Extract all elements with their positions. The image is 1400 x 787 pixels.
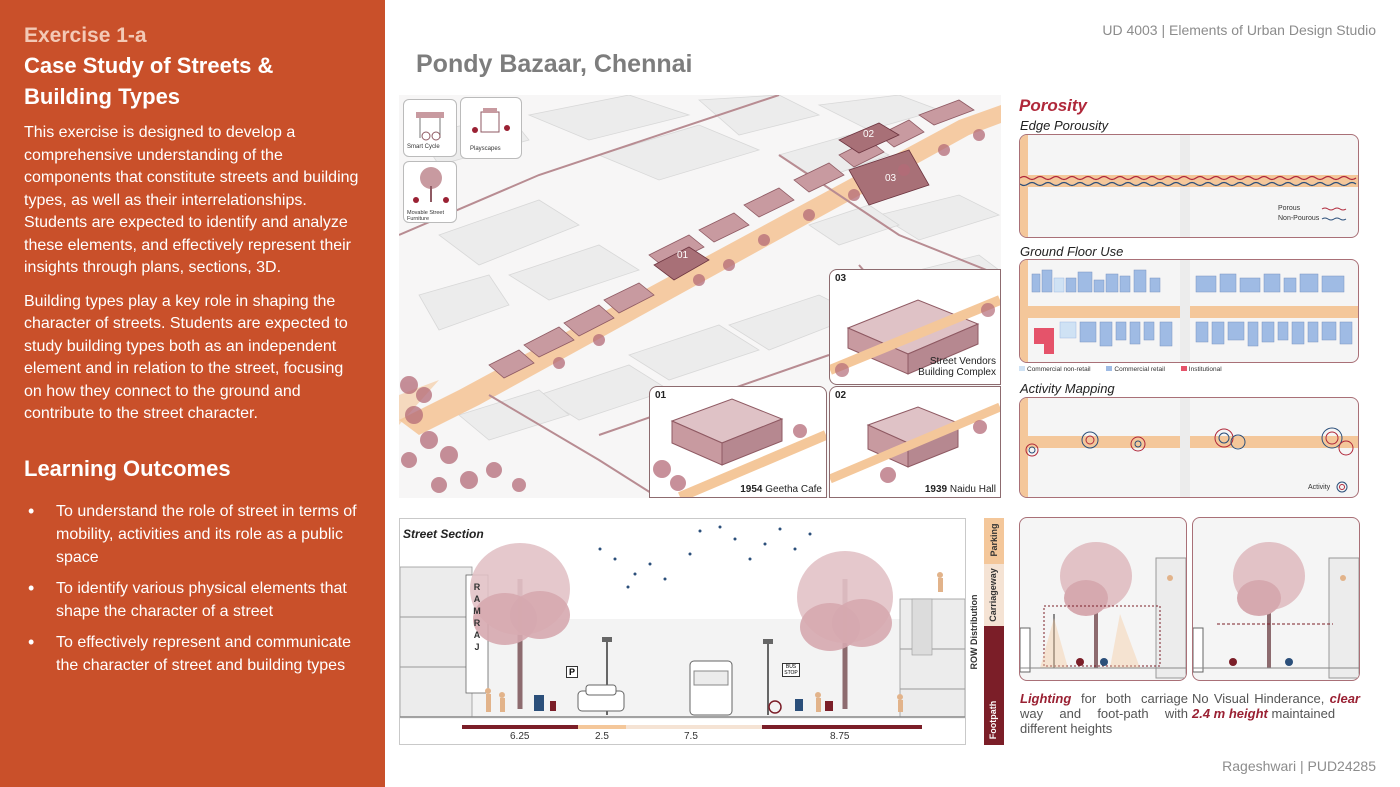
- row-legend-title: ROW Distribution: [969, 594, 979, 670]
- legend-footpath: Footpath: [988, 700, 998, 740]
- street-section: [399, 518, 966, 745]
- legend-parking: Parking: [989, 523, 999, 557]
- inset-02: [829, 386, 1001, 498]
- parking-sign: P: [566, 666, 578, 678]
- edge-porosity-title: Edge Porousity: [1020, 118, 1109, 133]
- dimension-label: 7.5: [684, 731, 698, 742]
- inset-03: [829, 269, 1001, 385]
- marker-01: 01: [677, 250, 689, 261]
- sign-letter: J: [474, 642, 480, 652]
- swatch-institutional: [1181, 366, 1187, 371]
- lighting-section-right: [1192, 517, 1360, 681]
- outcomes-heading: Learning Outcomes: [24, 455, 231, 481]
- title-line-2: Building Types: [24, 84, 181, 109]
- activity-drawing: [1020, 398, 1358, 497]
- ground-floor-legend: [1019, 366, 1359, 376]
- tree-furniture-icon: [404, 162, 458, 210]
- course-title: UD 4003 | Elements of Urban Design Studio: [1102, 22, 1376, 38]
- legend-institutional: Institutional: [1188, 366, 1222, 373]
- sign-letter: A: [473, 630, 481, 640]
- title-line-1: Case Study of Streets &: [24, 53, 274, 78]
- ground-floor-title: Ground Floor Use: [1020, 244, 1124, 259]
- sign-letter: R: [473, 618, 481, 628]
- axonometric-view: [399, 95, 1001, 498]
- legend-smart-cycle: [403, 99, 457, 157]
- street-section-drawing: [400, 519, 965, 744]
- caption-line: Street Vendors: [929, 356, 996, 367]
- intro-paragraph-2: Building types play a key role in shaping the character of streets. Students are expected to study building types both as an independent element and in relation to the street, focusing on how they connect to the ground and contribute to the street character.: [24, 292, 348, 422]
- legend-label: Smart Cycle: [407, 144, 440, 150]
- inset-caption: [918, 356, 996, 378]
- dimension-label: 6.25: [510, 731, 530, 742]
- caption-highlight: Lighting: [1020, 691, 1072, 706]
- swatch-non-retail: [1019, 366, 1025, 371]
- dimension-label: 2.5: [595, 731, 609, 742]
- caption-text: for both carriage way and foot-path with different heights: [1020, 691, 1188, 736]
- page-title: Pondy Bazaar, Chennai: [416, 50, 693, 78]
- sign-letter: R: [473, 582, 481, 592]
- inset-01-drawing: [650, 387, 826, 497]
- activity-legend: Activity: [1308, 484, 1331, 491]
- ground-floor-use-map: [1019, 259, 1359, 363]
- author-credit: Rageshwari | PUD24285: [1222, 758, 1376, 774]
- caption-highlight: clear 2.4 m height: [1192, 691, 1360, 721]
- edge-legend-porous: Porous: [1278, 205, 1301, 212]
- playscape-icon: [461, 98, 523, 144]
- sign-letter: M: [473, 606, 481, 616]
- outcomes-list: [24, 500, 363, 677]
- row-distribution-legend: [969, 520, 983, 744]
- legend-label: Movable Street Furniture: [407, 210, 444, 222]
- edge-porosity-map: [1019, 134, 1359, 238]
- legend-label: Playscapes: [470, 146, 501, 152]
- caption-text: No Visual Hinderance,: [1192, 691, 1325, 706]
- dimension-label: 8.75: [830, 731, 850, 742]
- inset-number: 02: [835, 390, 847, 401]
- swatch-retail: [1106, 366, 1112, 371]
- marker-02: 02: [863, 129, 875, 140]
- inset-year: 1939: [924, 484, 948, 495]
- legend-non-retail: Commercial non-retail: [1027, 366, 1091, 373]
- caption-line: Building Complex: [918, 367, 996, 378]
- legend-carriageway: Carriageway: [988, 568, 998, 622]
- shop-sign: [470, 581, 484, 653]
- activity-mapping-map: [1019, 397, 1359, 498]
- legend-movable-furniture: [403, 161, 457, 223]
- inset-caption: [925, 484, 996, 495]
- bus-stop-sign: BUS STOP: [782, 663, 800, 677]
- inset-caption: [740, 484, 822, 495]
- intro-paragraph-1: This exercise is designed to develop a comprehensive understanding of the components that constitute streets and building types, as well as their interrelationships. Students are expected to identify and analyze these elements, and effectively represent their insights through plans, sections, 3D.: [24, 124, 359, 276]
- legend-playscapes: [460, 97, 522, 159]
- inset-name: Naidu Hall: [949, 484, 996, 495]
- street-section-title: Street Section: [403, 527, 484, 541]
- ground-floor-drawing: [1020, 260, 1358, 362]
- inset-number: 03: [835, 273, 847, 284]
- caption-text: maintained: [1271, 706, 1336, 721]
- exercise-label: Exercise 1-a: [24, 24, 147, 47]
- smart-cycle-icon: [404, 100, 458, 144]
- inset-02-drawing: [830, 387, 1000, 497]
- lighting-drawing: [1020, 518, 1186, 680]
- lighting-section-left: [1019, 517, 1187, 681]
- outcome-item: • To effectively represent and communicate the character of street and building types: [24, 631, 363, 677]
- lighting-caption: [1020, 691, 1188, 736]
- edge-legend-non-porous: Non-Pourous: [1278, 215, 1320, 222]
- inset-number: 01: [655, 390, 667, 401]
- exercise-title: [24, 50, 363, 112]
- inset-year: 1954: [740, 484, 763, 495]
- legend-retail: Commercial retail: [1114, 366, 1165, 373]
- clearance-drawing: [1193, 518, 1359, 680]
- inset-01: [649, 386, 827, 498]
- activity-mapping-title: Activity Mapping: [1020, 381, 1115, 396]
- intro-panel: [0, 0, 385, 787]
- porosity-heading: Porosity: [1019, 96, 1088, 115]
- sign-letter: A: [473, 594, 481, 604]
- inset-name: Geetha Cafe: [765, 484, 822, 495]
- marker-03: 03: [885, 173, 897, 184]
- outcome-item: • To understand the role of street in terms of mobility, activities and its role as a public space: [24, 500, 363, 569]
- clearance-caption: [1192, 691, 1360, 721]
- outcome-item: • To identify various physical elements that shape the character of a street: [24, 577, 363, 623]
